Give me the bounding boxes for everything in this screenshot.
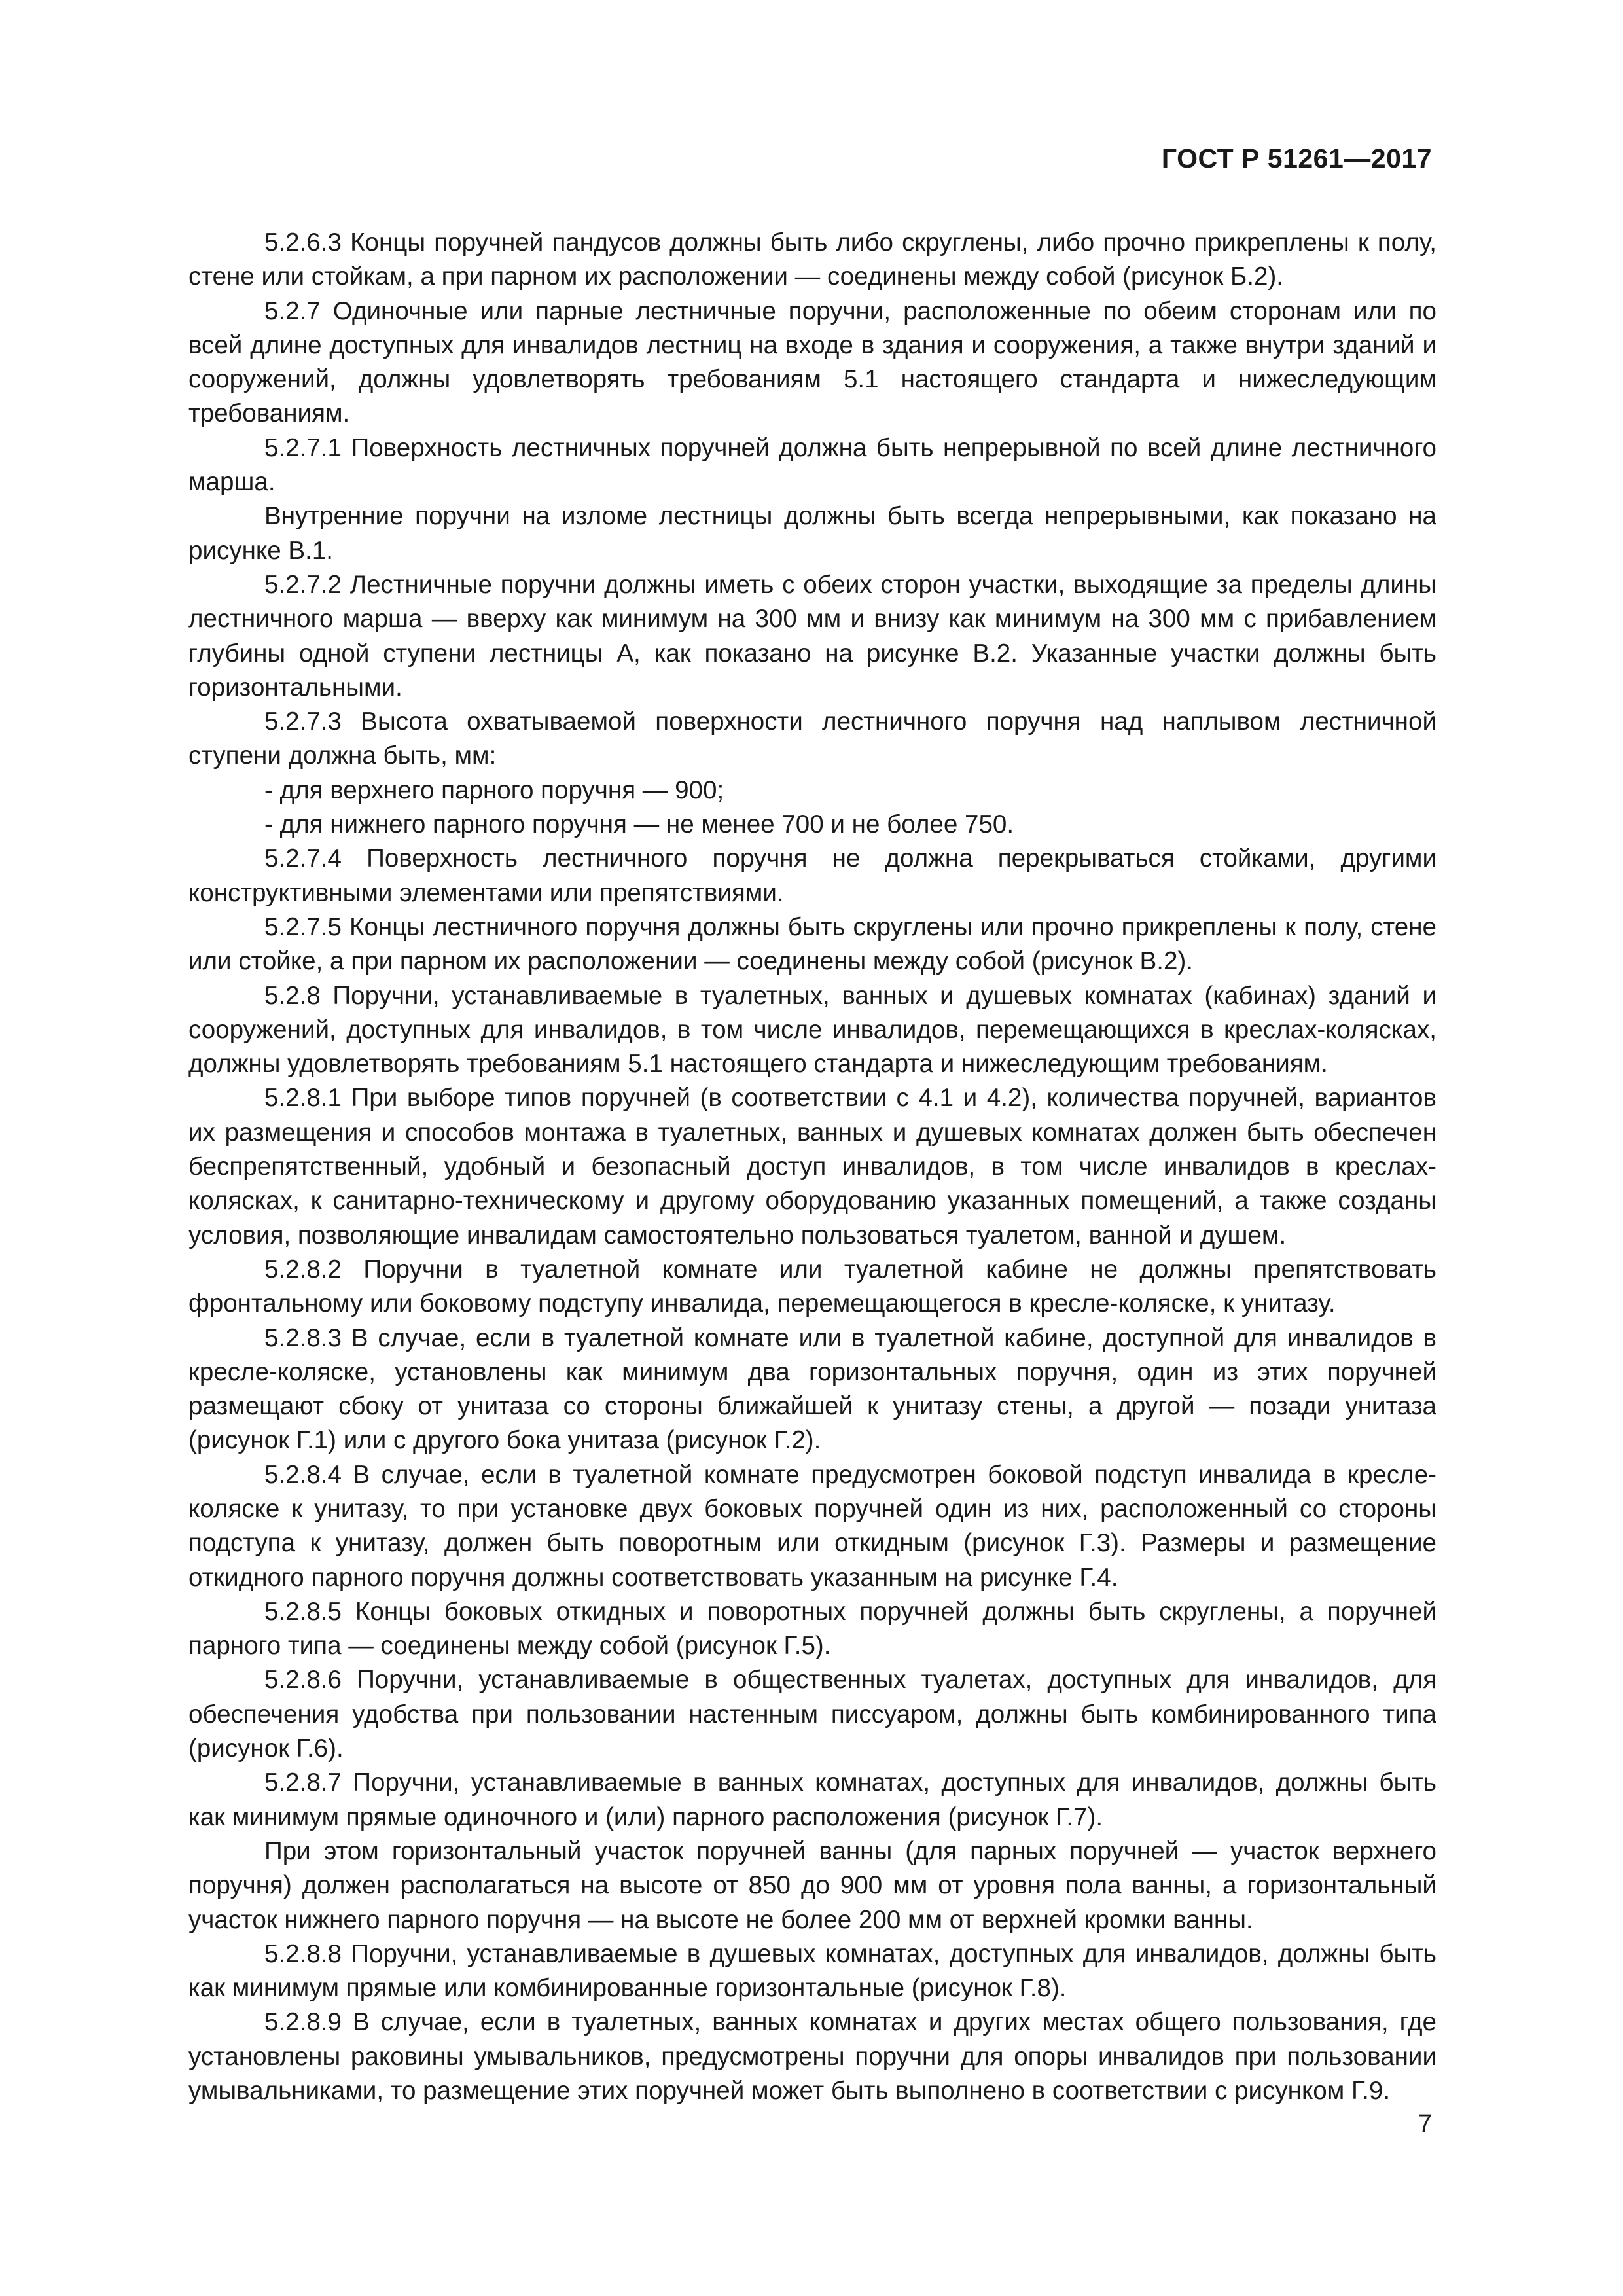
paragraph-5-2-8-2: 5.2.8.2 Поручни в туалетной комнате или туалетной кабине не должны препятствовать фронтальному или боковому подступу инвалида, перемещающегося в кресле-коляске, к унитазу. xyxy=(188,1255,1436,1318)
paragraph-5-2-7: 5.2.7 Одиночные или парные лестничные поручни, расположенные по обеим сторонам или по всей длине доступных для инвалидов лестниц на входе в здания и сооружения, а также внутри зданий и сооружений, должны удовлетворять требованиям 5.1 настоящего стандарта и нижеследующим требованиям. xyxy=(188,296,1436,428)
paragraph-5-2-7-5: 5.2.7.5 Концы лестничного поручня должны быть скруглены или прочно прикреплены к полу, стене или стойке, а при парном их расположении — соединены между собой (рисунок В.2). xyxy=(188,912,1436,976)
paragraph-5-2-8-3: 5.2.8.3 В случае, если в туалетной комнате или в туалетной кабине, доступной для инвалидов в кресле-коляске, установлены как минимум два горизонтальных поручня, один из этих поручней размещают сбоку от унитаза со стороны ближайшей к унитазу стены, а другой — позади унитаза (рисунок Г.1) или с другого бока унитаза (рисунок Г.2). xyxy=(188,1323,1436,1455)
paragraph-5-2-8: 5.2.8 Поручни, устанавливаемые в туалетных, ванных и душевых комнатах (кабинах) зданий и сооружений, доступных для инвалидов, в том числе инвалидов, перемещающихся в креслах-колясках, должны удовлетворять требованиям 5.1 настоящего стандарта и нижеследующим требованиям. xyxy=(188,981,1436,1079)
paragraph-5-2-8-1: 5.2.8.1 При выборе типов поручней (в соответствии с 4.1 и 4.2), количества поручней, вариантов их размещения и способов монтажа в туалетных, ванных и душевых комнатах должен быть обеспечен беспрепятственный, удобный и безопасный доступ инвалидов, в том числе инвалидов в креслах-колясках, к санитарно-техническому и другому оборудованию указанных помещений, а также созданы условия, позволяющие инвалидам самостоятельно пользоваться туалетом, ванной и душем. xyxy=(188,1084,1436,1249)
paragraph-5-2-7-2: 5.2.7.2 Лестничные поручни должны иметь с обеих сторон участки, выходящие за пределы длины лестничного марша — вверху как минимум на 300 мм и внизу как минимум на 300 мм с прибавлением глубины одной ступени лестницы А, как показано на рисунке В.2. Указанные участки должны быть горизонтальными. xyxy=(188,570,1436,702)
paragraph-5-2-8-4: 5.2.8.4 В случае, если в туалетной комнате предусмотрен боковой подступ инвалида в кресле-коляске к унитазу, то при установке двух боковых поручней один из них, расположенный со стороны подступа к унитазу, должен быть поворотным или откидным (рисунок Г.3). Размеры и размещение откидного парного поручня должны соответствовать указанным на рисунке Г.4. xyxy=(188,1460,1436,1592)
page-number: 7 xyxy=(1418,2110,1432,2138)
paragraph-bath-rail-height: При этом горизонтальный участок поручней ванны (для парных поручней — участок верхнего поручня) должен располагаться на высоте от 850 до 900 мм от уровня пола ванны, а горизонтальный участок нижнего парного поручня — на высоте не более 200 мм от верхней кромки ванны. xyxy=(188,1837,1436,1934)
paragraph-5-2-6-3: 5.2.6.3 Концы поручней пандусов должны быть либо скруглены, либо прочно прикреплены к полу, стене или стойкам, а при парном их расположении — соединены между собой (рисунок Б.2). xyxy=(188,228,1436,291)
paragraph-5-2-7-1: 5.2.7.1 Поверхность лестничных поручней должна быть непрерывной по всей длине лестничного марша. xyxy=(188,433,1436,497)
document-body xyxy=(188,226,1436,2108)
paragraph-5-2-7-4: 5.2.7.4 Поверхность лестничного поручня не должна перекрываться стойками, другими конструктивными элементами или препятствиями. xyxy=(188,844,1436,907)
paragraph-inner-rails: Внутренние поручни на изломе лестницы должны быть всегда непрерывными, как показано на рисунке В.1. xyxy=(188,502,1436,565)
paragraph-5-2-8-5: 5.2.8.5 Концы боковых откидных и поворотных поручней должны быть скруглены, а поручней парного типа — соединены между собой (рисунок Г.5). xyxy=(188,1597,1436,1660)
list-item-lower-rail: - для нижнего парного поручня — не менее 700 и не более 750. xyxy=(264,810,1014,839)
paragraph-5-2-7-3: 5.2.7.3 Высота охватываемой поверхности лестничного поручня над наплывом лестничной ступени должна быть, мм: xyxy=(188,708,1436,770)
paragraph-5-2-8-9: 5.2.8.9 В случае, если в туалетных, ванных комнатах и других местах общего пользования, где установлены раковины умывальников, предусмотрены поручни для опоры инвалидов при пользовании умывальниками, то размещение этих поручней может быть выполнено в соответствии с рисунком Г.9. xyxy=(188,2008,1436,2106)
paragraph-5-2-8-6: 5.2.8.6 Поручни, устанавливаемые в общественных туалетах, доступных для инвалидов, для обеспечения удобства при пользовании настенным писсуаром, должны быть комбинированного типа (рисунок Г.6). xyxy=(188,1666,1436,1763)
paragraph-5-2-8-8: 5.2.8.8 Поручни, устанавливаемые в душевых комнатах, доступных для инвалидов, должны быть как минимум прямые или комбинированные горизонтальные (рисунок Г.8). xyxy=(188,1939,1436,2003)
document-header: ГОСТ Р 51261—2017 xyxy=(1161,143,1432,173)
list-item-upper-rail: - для верхнего парного поручня — 900; xyxy=(264,776,724,804)
paragraph-5-2-8-7: 5.2.8.7 Поручни, устанавливаемые в ванных комнатах, доступных для инвалидов, должны быть как минимум прямые одиночного и (или) парного расположения (рисунок Г.7). xyxy=(188,1768,1436,1831)
